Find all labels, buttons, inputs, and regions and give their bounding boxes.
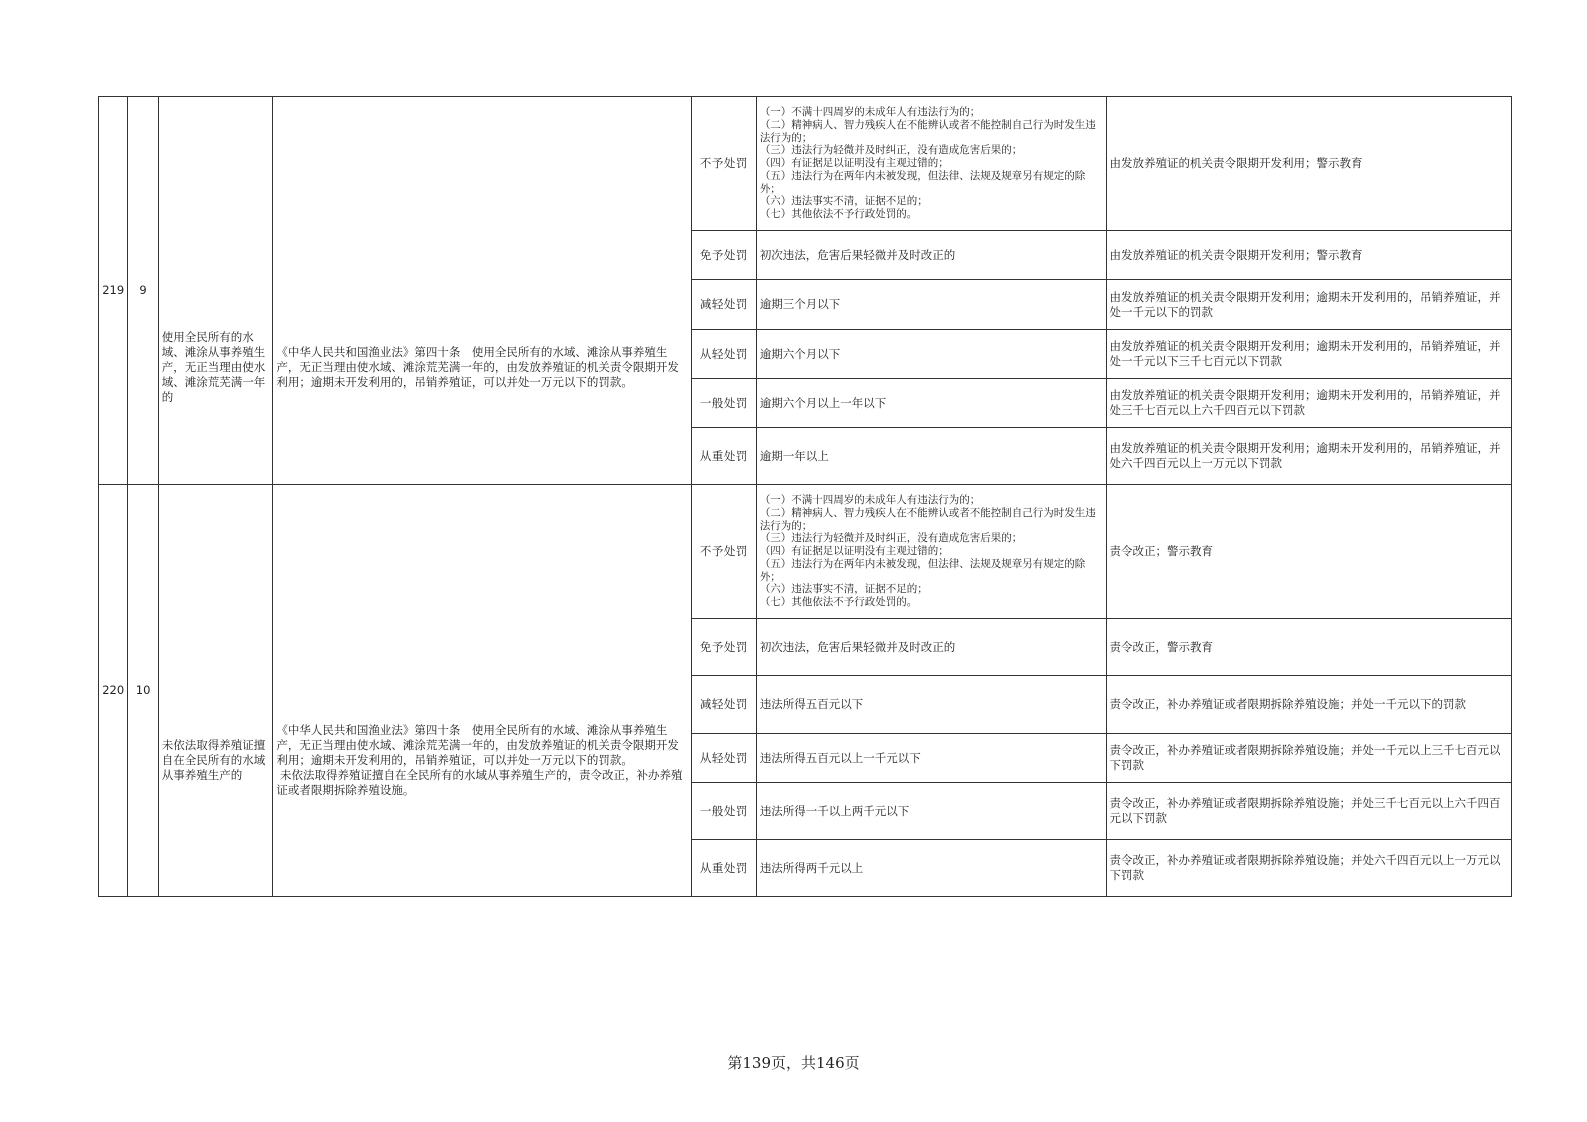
penalty-table <box>98 96 1512 897</box>
condition-line: 初次违法，危害后果轻微并及时改正的 <box>759 247 956 262</box>
entry-sub-number <box>128 485 158 897</box>
violation-name <box>158 97 273 485</box>
condition-line: （二）精神病人、智力残疾人在不能辨认或者不能控制自己行为时发生违法行为的； <box>759 119 1096 144</box>
condition-line: 逾期六个月以下 <box>759 346 841 361</box>
penalty-measure: 责令改正，警示教育 <box>1106 619 1512 676</box>
penalty-measure: 由发放养殖证的机关责令限期开发利用；逾期未开发利用的，吊销养殖证，并处一千元以下三千七百元以下罚款 <box>1106 330 1512 379</box>
condition-line: 逾期三个月以下 <box>759 297 841 311</box>
penalty-measure: 责令改正，补办养殖证或者限期拆除养殖设施；并处一千元以下的罚款 <box>1106 676 1512 734</box>
penalty-measure: 由发放养殖证的机关责令限期开发利用；逾期未开发利用的，吊销养殖证，并处六千四百元以上一万元以下罚款 <box>1106 428 1512 485</box>
condition-line: 初次违法，危害后果轻微并及时改正的 <box>759 639 956 654</box>
penalty-condition <box>756 231 1106 280</box>
table-row <box>99 97 1512 231</box>
penalty-condition <box>756 734 1106 783</box>
legal-basis-text: 《中华人民共和国渔业法》第四十条 使用全民所有的水域、滩涂从事养殖生产，无正当理由使水域、滩涂荒芜满一年的，由发放养殖证的机关责令限期开发利用；逾期未开发利用的，吊销养殖证，可以并处一万元以下的罚款。 <box>276 344 679 389</box>
table-row <box>99 485 1512 619</box>
penalty-measure: 由发放养殖证的机关责令限期开发利用；逾期未开发利用的，吊销养殖证，并处一千元以下的罚款 <box>1106 280 1512 330</box>
penalty-condition <box>756 330 1106 379</box>
entry-number-text: 219 <box>102 283 125 297</box>
condition-line: （四）有证据足以证明没有主观过错的； <box>759 157 949 170</box>
penalty-condition <box>756 619 1106 676</box>
condition-line: （三）违法行为轻微并及时纠正，没有造成危害后果的； <box>759 532 1023 545</box>
penalty-level: 一般处罚 <box>691 379 756 428</box>
condition-line: 违法所得五百元以下 <box>759 697 864 711</box>
penalty-level: 减轻处罚 <box>691 676 756 734</box>
legal-basis-text: 《中华人民共和国渔业法》第四十条 使用全民所有的水域、滩涂从事养殖生产，无正当理由使水域、滩涂荒芜满一年的，由发放养殖证的机关责令限期开发利用；逾期未开发利用的，吊销养殖证，可以并处一万元以下的罚款。 未依法取得养殖证擅自在全民所有的水域从事养殖生产的，责令改正，补办养殖证或者限期拆除养殖设施。 <box>276 723 683 797</box>
legal-basis <box>273 485 692 897</box>
condition-line: （三）违法行为轻微并及时纠正，没有造成危害后果的； <box>759 144 1023 157</box>
penalty-level: 不予处罚 <box>691 485 756 619</box>
penalty-condition <box>756 783 1106 840</box>
condition-line: （一）不满十四周岁的未成年人有违法行为的； <box>759 494 981 507</box>
condition-line: （四）有证据足以证明没有主观过错的； <box>759 545 949 558</box>
violation-name <box>158 485 273 897</box>
penalty-level: 一般处罚 <box>691 783 756 840</box>
penalty-condition <box>756 485 1106 619</box>
penalty-condition <box>756 840 1106 897</box>
entry-number <box>99 485 128 897</box>
condition-line: （一）不满十四周岁的未成年人有违法行为的； <box>759 106 981 119</box>
penalty-measure: 责令改正，补办养殖证或者限期拆除养殖设施；并处三千七百元以上六千四百元以下罚款 <box>1106 783 1512 840</box>
condition-line: 违法所得一千以上两千元以下 <box>759 803 910 818</box>
penalty-level: 不予处罚 <box>691 97 756 231</box>
penalty-level: 免予处罚 <box>691 231 756 280</box>
legal-basis <box>273 97 692 485</box>
condition-line: 违法所得两千元以上 <box>759 860 864 875</box>
condition-line: 逾期六个月以上一年以下 <box>759 395 887 410</box>
penalty-level: 从轻处罚 <box>691 330 756 379</box>
entry-number <box>99 97 128 485</box>
penalty-level: 从重处罚 <box>691 428 756 485</box>
condition-line: （六）违法事实不清，证据不足的； <box>759 195 928 208</box>
penalty-measure: 由发放养殖证的机关责令限期开发利用；警示教育 <box>1106 231 1512 280</box>
penalty-condition <box>756 676 1106 734</box>
condition-line: 违法所得五百元以上一千元以下 <box>759 750 921 765</box>
entry-number-text: 220 <box>102 683 125 697</box>
penalty-measure: 由发放养殖证的机关责令限期开发利用；逾期未开发利用的，吊销养殖证，并处三千七百元以上六千四百元以下罚款 <box>1106 379 1512 428</box>
condition-line: （二）精神病人、智力残疾人在不能辨认或者不能控制自己行为时发生违法行为的； <box>759 507 1096 532</box>
penalty-level: 从重处罚 <box>691 840 756 897</box>
penalty-condition <box>756 428 1106 485</box>
condition-line: （七）其他依法不予行政处罚的。 <box>759 207 918 220</box>
condition-line: （五）违法行为在两年内未被发现，但法律、法规及规章另有规定的除外； <box>759 169 1086 195</box>
penalty-level: 减轻处罚 <box>691 280 756 330</box>
penalty-condition <box>756 97 1106 231</box>
condition-line: 逾期一年以上 <box>759 448 829 463</box>
penalty-condition <box>756 280 1106 330</box>
condition-line: （七）其他依法不予行政处罚的。 <box>759 595 918 608</box>
entry-sub-number-text: 10 <box>135 683 151 697</box>
entry-sub-number <box>128 97 158 485</box>
penalty-level: 免予处罚 <box>691 619 756 676</box>
penalty-measure: 由发放养殖证的机关责令限期开发利用；警示教育 <box>1106 97 1512 231</box>
table-body <box>99 97 1512 897</box>
violation-name-text: 未依法取得养殖证擅自在全民所有的水域从事养殖生产的 <box>161 738 266 782</box>
penalty-measure: 责令改正；警示教育 <box>1106 485 1512 619</box>
penalty-condition <box>756 379 1106 428</box>
penalty-measure: 责令改正，补办养殖证或者限期拆除养殖设施；并处六千四百元以上一万元以下罚款 <box>1106 840 1512 897</box>
condition-line: （六）违法事实不清，证据不足的； <box>759 583 928 596</box>
violation-name-text: 使用全民所有的水域、滩涂从事养殖生产，无正当理由使水域、滩涂荒芜满一年的 <box>161 329 266 404</box>
condition-line: （五）违法行为在两年内未被发现，但法律、法规及规章另有规定的除外； <box>759 557 1086 583</box>
entry-sub-number-text: 9 <box>139 283 147 297</box>
penalty-measure: 责令改正，补办养殖证或者限期拆除养殖设施；并处一千元以上三千七百元以下罚款 <box>1106 734 1512 783</box>
penalty-level: 从轻处罚 <box>691 734 756 783</box>
page-footer: 第139页，共146页 <box>727 1054 860 1072</box>
